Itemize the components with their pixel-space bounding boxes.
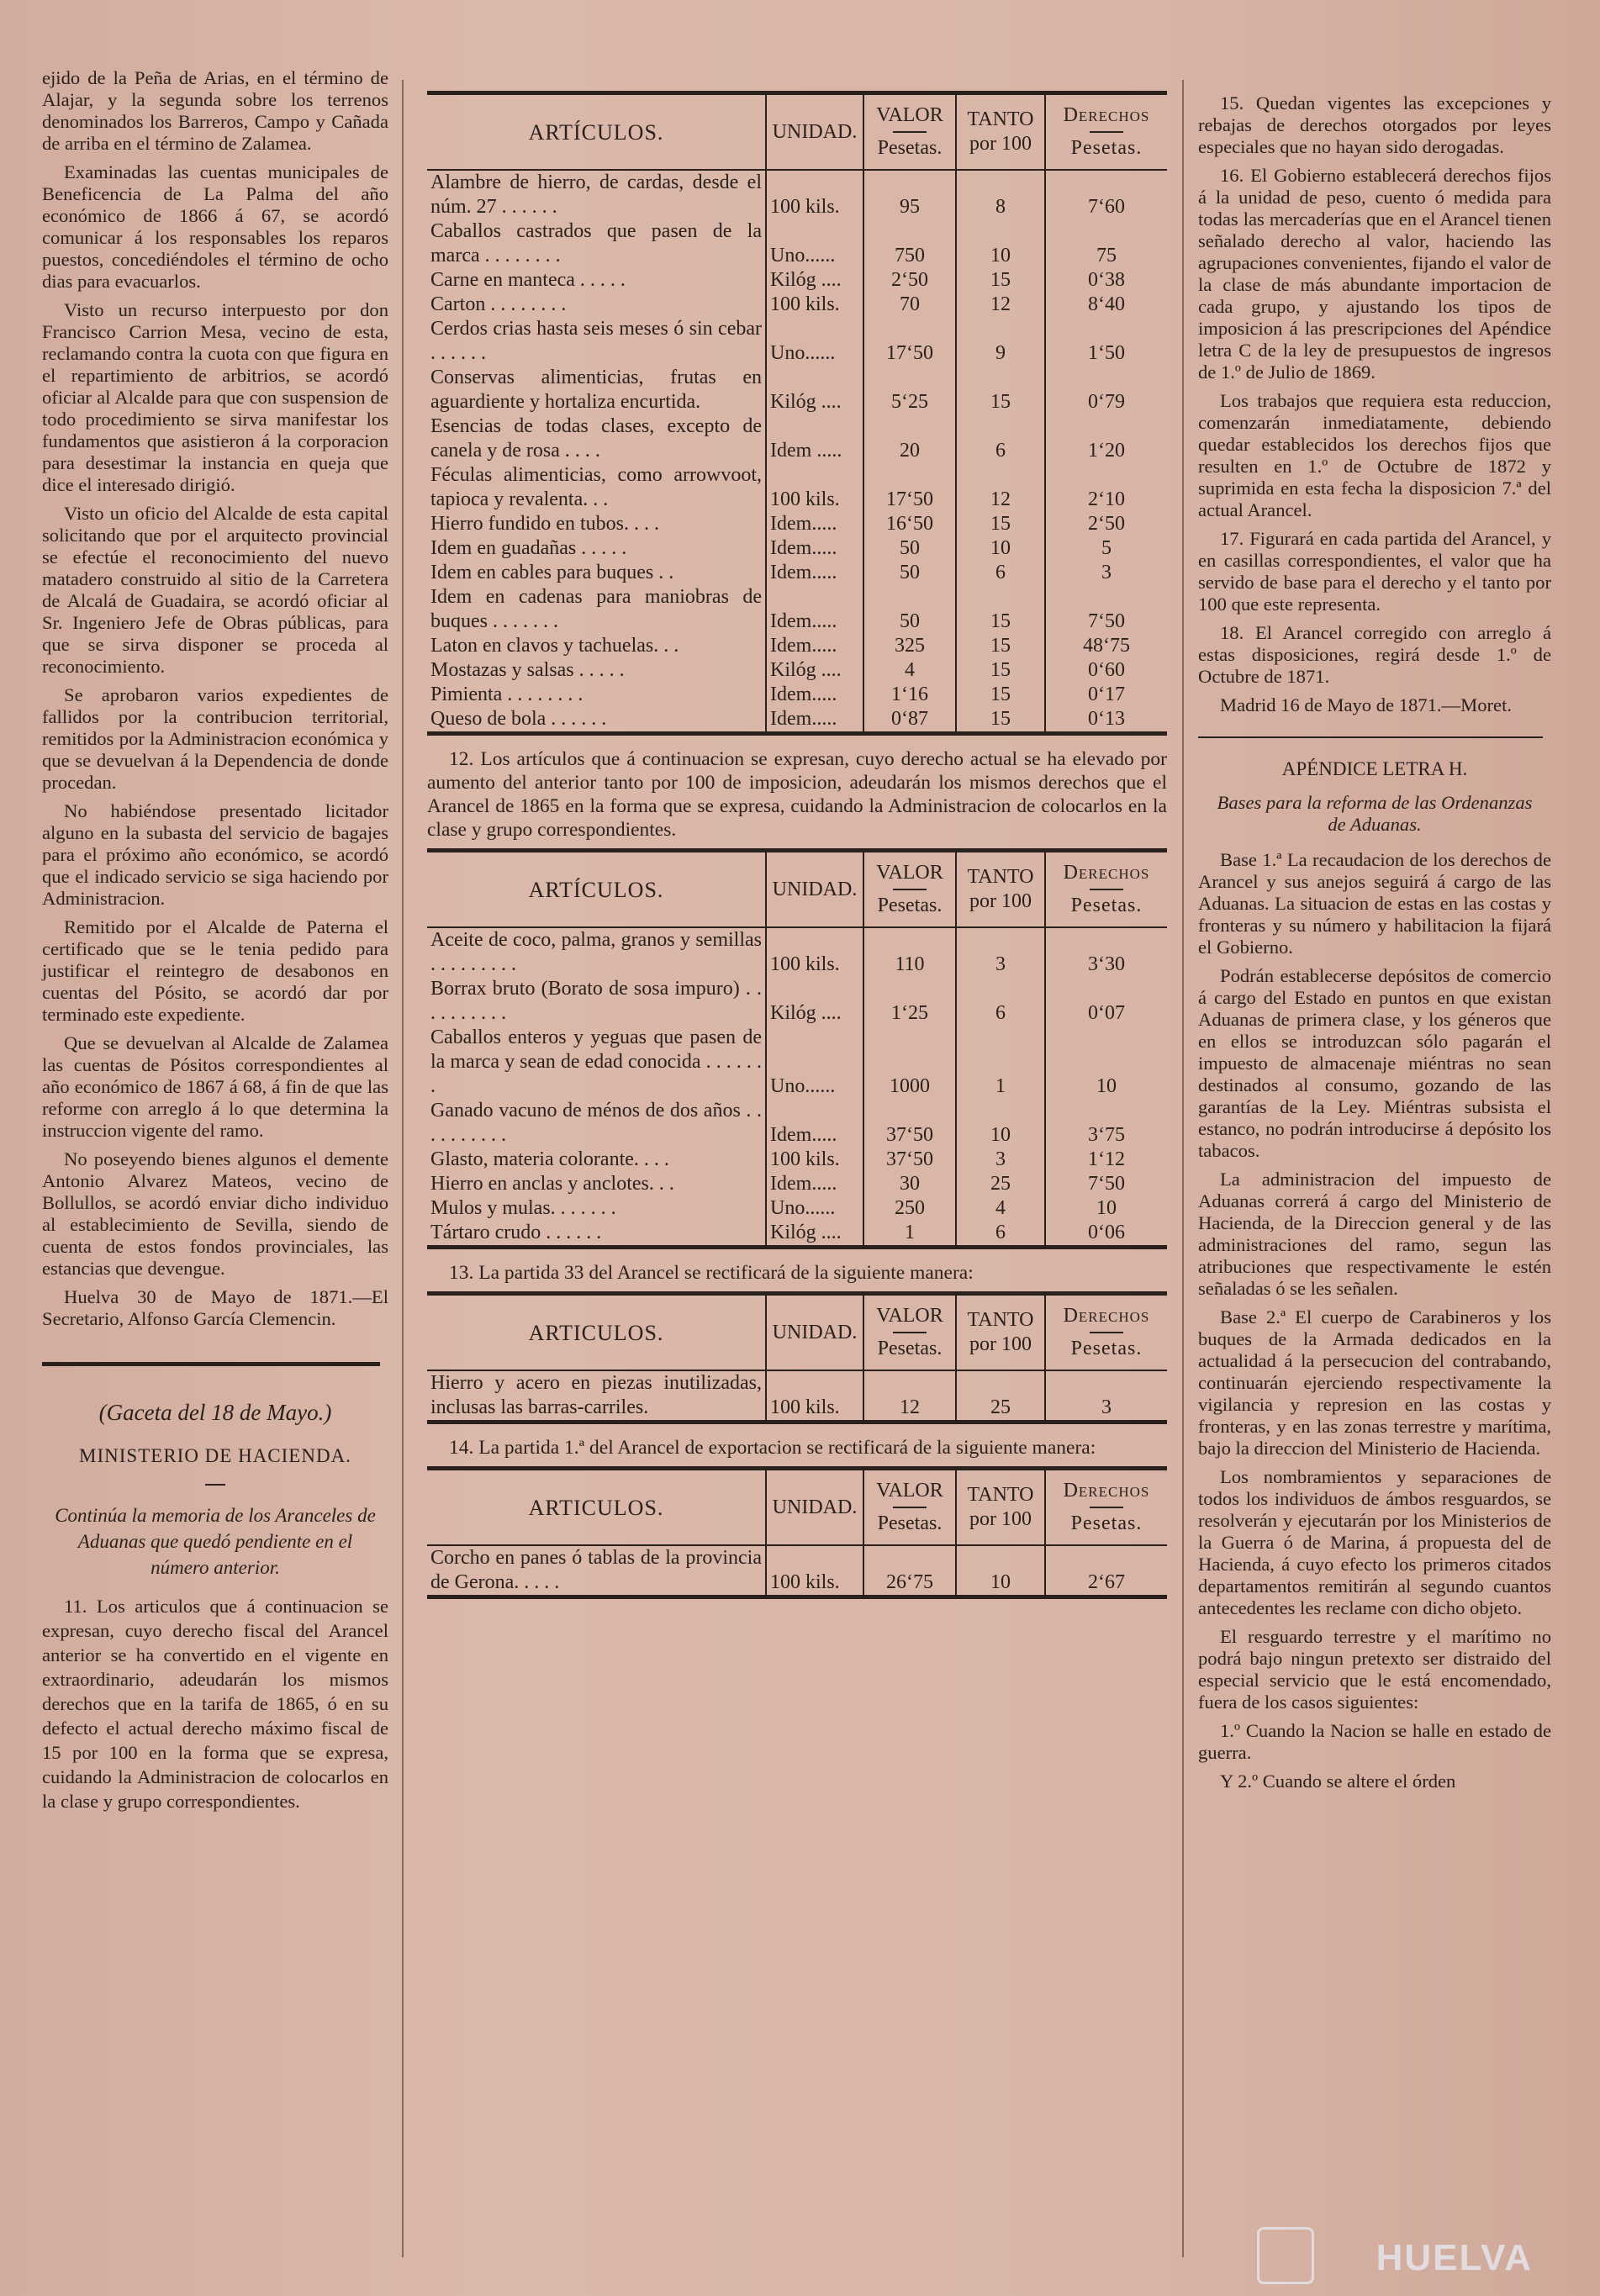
cell-unidad: Idem ..... [766, 414, 863, 463]
cell-tanto: 6 [956, 414, 1045, 463]
cell-articulo: Cerdos crias hasta seis meses ó sin cebar . . . . . . [430, 318, 762, 364]
cell-articulo: Laton en clavos y tachuelas. . . [430, 635, 679, 657]
left-column [42, 67, 388, 1820]
cell-tanto: 10 [956, 1099, 1045, 1148]
cell-tanto: 10 [956, 219, 1045, 268]
paragraph: ejido de la Peña de Arias, en el término de Alajar, y la segunda sobre los terrenos denominados los Barreros, Campo y Cañada de arriba en el término de Zalamea. [42, 67, 388, 154]
cell-articulo: Conservas alimenticias, frutas en aguardiente y hortaliza encurtida. [430, 367, 762, 413]
cell-tanto: 12 [956, 293, 1045, 317]
bases-heading: Bases para la reforma de las Ordenanzas de Aduanas. [1217, 792, 1533, 835]
cell-articulo: Hierro y acero en piezas inutilizadas, inclusas las barras-carriles. [430, 1372, 762, 1418]
cell-derechos: 7‘60 [1045, 170, 1167, 219]
header-valor: VALOR Pesetas. [863, 851, 956, 928]
middle-column [427, 84, 1167, 1611]
table-row [427, 170, 1167, 219]
cell-valor: 50 [863, 561, 956, 585]
header-tanto: TANTO por 100 [956, 1294, 1045, 1371]
cell-tanto: 15 [956, 366, 1045, 414]
table-row [427, 366, 1167, 414]
table-row [427, 977, 1167, 1026]
cell-tanto: 15 [956, 268, 1045, 293]
cell-valor: 37‘50 [863, 1099, 956, 1148]
header-valor: VALOR Pesetas. [863, 1469, 956, 1546]
paragraph: Visto un recurso interpuesto por don Francisco Carrion Mesa, vecino de esta, reclamando contra la cuota con que figura en el repartimiento de arbitrios, se acordó oficiar al Alcalde para que con suspension de todo procedimiento se sirva manifestar los fundamentos que asistieron á la corporacion para desestimar la instancia en queja que dice el interesado dirigió. [42, 299, 388, 495]
cell-derechos: 8‘40 [1045, 293, 1167, 317]
paragraph: 17. Figurará en cada partida del Arancel, y en casillas correspondientes, el valor que ha servido de base para el derecho y el tanto por 100 que este representa. [1198, 528, 1551, 615]
cell-tanto: 15 [956, 658, 1045, 683]
cell-articulo: Pimienta . . . . . . . . [430, 684, 583, 705]
header-tanto: TANTO por 100 [956, 93, 1045, 171]
table-row [427, 1545, 1167, 1597]
cell-tanto: 1 [956, 1026, 1045, 1099]
cell-unidad: Kilóg .... [766, 366, 863, 414]
cell-articulo: Borrax bruto (Borato de sosa impuro) . . . . . . . . . . [430, 978, 762, 1024]
cell-tanto: 10 [956, 1545, 1045, 1597]
table-row [427, 658, 1167, 683]
cell-tanto: 15 [956, 683, 1045, 707]
cell-articulo: Mulos y mulas. . . . . . . [430, 1197, 616, 1219]
column-rule-left [402, 80, 404, 2257]
cell-derechos: 1‘12 [1045, 1148, 1167, 1172]
cell-unidad: 100 kils. [766, 293, 863, 317]
cell-derechos: 7‘50 [1045, 585, 1167, 634]
table-row [427, 414, 1167, 463]
cell-derechos: 1‘20 [1045, 414, 1167, 463]
paragraph: Y 2.º Cuando se altere el órden [1220, 1771, 1456, 1792]
header-derechos: Derechos Pesetas. [1045, 851, 1167, 928]
paragraph: El resguardo terrestre y el marítimo no podrá bajo ningun pretexto ser distraido del especial servicio que le está encomendado, fuera de los casos siguientes: [1198, 1626, 1551, 1713]
cell-tanto: 15 [956, 585, 1045, 634]
cell-derechos: 3‘30 [1045, 927, 1167, 977]
cell-tanto: 3 [956, 1148, 1045, 1172]
paragraph: Que se devuelvan al Alcalde de Zalamea las cuentas de Pósitos correspondientes al año económico de 1867 á 68, á fin de que las reforme con arreglo á lo que determina la instruccion vigente del ramo. [42, 1032, 388, 1141]
cell-unidad: 100 kils. [766, 1370, 863, 1422]
paragraph: 15. Quedan vigentes las excepciones y rebajas de derechos otorgados por leyes especiales que no hayan sido derogadas. [1198, 92, 1551, 157]
cell-tanto: 25 [956, 1370, 1045, 1422]
cell-tanto: 15 [956, 634, 1045, 658]
cell-unidad: Idem..... [766, 1172, 863, 1196]
paragraph: Visto un oficio del Alcalde de esta capital solicitando que por el arquitecto provincial se efectúe el reconocimiento del nuevo matadero construido al sitio de la Carretera de Alcalá de Guadaira, se acordó oficiar al Sr. Ingeniero Jefe de Obras públicas, para que se sirva disponer se proceda al reconocimiento. [42, 503, 388, 677]
cell-derechos: 1‘50 [1045, 317, 1167, 366]
right-column [1198, 92, 1551, 1799]
tariff-table-3 [427, 1291, 1167, 1424]
paragraph: Podrán establecerse depósitos de comercio á cargo del Estado en puntos en que existan Aduanas de primera clase, y los géneros que en ellos se introduzcan sólo pagarán el impuesto de almacenaje miéntras no sean destinados al consumo, gozando de las garantías de la Ley. Miéntras subsista el estanco, no podrán introducirse á depósito los tabacos. [1198, 965, 1551, 1161]
cell-tanto: 9 [956, 317, 1045, 366]
table-row [427, 1221, 1167, 1248]
cell-articulo: Féculas alimenticias, como arrowvoot, tapioca y revalenta. . . [430, 464, 762, 510]
table-row [427, 1026, 1167, 1099]
cell-tanto: 10 [956, 536, 1045, 561]
cell-valor: 30 [863, 1172, 956, 1196]
cell-derechos: 0‘07 [1045, 977, 1167, 1026]
table-row [427, 268, 1167, 293]
table-row [427, 634, 1167, 658]
cell-derechos: 2‘67 [1045, 1545, 1167, 1597]
cell-valor: 0‘87 [863, 707, 956, 734]
cell-articulo: Carne en manteca . . . . . [430, 269, 626, 291]
paragraph: Examinadas las cuentas municipales de Beneficencia de La Palma del año económico de 1866 á 67, se acordó comunicar á los responsables los reparos puestos, concediéndoles el término de ocho dias para evacuarlos. [42, 161, 388, 292]
cell-derechos: 2‘10 [1045, 463, 1167, 512]
tariff-table-2 [427, 848, 1167, 1249]
cell-tanto: 15 [956, 512, 1045, 536]
table-row [427, 707, 1167, 734]
cell-valor: 12 [863, 1370, 956, 1422]
cell-valor: 1‘25 [863, 977, 956, 1026]
table-row [427, 1196, 1167, 1221]
cell-valor: 1000 [863, 1026, 956, 1099]
paragraph: No habiéndose presentado licitador alguno en la subasta del servicio de bagajes para el próximo año económico, se acordó que el indicado servicio se siga haciendo por Administracion. [42, 800, 388, 909]
paragraph: No poseyendo bienes algunos el demente Antonio Alvarez Mateos, vecino de Bollullos, se acordó enviar dicho individuo al establecimiento de Sevilla, siendo de cuenta de estos fondos provinciales, las estancias que devengue. [42, 1148, 388, 1279]
divider [1198, 736, 1543, 738]
cell-articulo: Idem en cadenas para maniobras de buques . . . . . . . [430, 586, 762, 632]
table-row [427, 1370, 1167, 1422]
cell-valor: 37‘50 [863, 1148, 956, 1172]
tariff-table-1 [427, 91, 1167, 736]
signature: Huelva 30 de Mayo de 1871.—El Secretario, Alfonso García Clemencin. [42, 1286, 388, 1329]
header-derechos: Derechos Pesetas. [1045, 93, 1167, 171]
paragraph: Los trabajos que requiera esta reduccion, comenzarán inmediatamente, debiendo quedar establecidos los derechos fijos que resulten en 1.º de Octubre de 1872 y suprimida en esta fecha la disposicion 7.ª del actual Arancel. [1198, 390, 1551, 520]
paragraph: Remitido por el Alcalde de Paterna el certificado que se le tenia pedido para justificar el reintegro de desabonos en cuentas del Pósito, se acordó dar por terminado este expediente. [42, 916, 388, 1025]
cell-articulo: Alambre de hierro, de cardas, desde el núm. 27 . . . . . . [430, 172, 762, 218]
gaceta-heading: (Gaceta del 18 de Mayo.) [98, 1400, 332, 1425]
cell-valor: 26‘75 [863, 1545, 956, 1597]
table-row [427, 512, 1167, 536]
paragraph: 11. Los articulos que á continuacion se expresan, cuyo derecho fiscal del Arancel anterior se ha convertido en el vigente en extraordinario, adeudarán los mismos derechos que en la tarifa de 1865, ó en su defecto el actual derecho máximo fiscal de 15 por 100 en la forma que se expresa, cuidando la Administracion de colocarlos en la clase y grupo correspondientes. [42, 1596, 388, 1812]
cell-unidad: Idem..... [766, 634, 863, 658]
cell-derechos: 2‘50 [1045, 512, 1167, 536]
cell-derechos: 0‘38 [1045, 268, 1167, 293]
cell-articulo: Glasto, materia colorante. . . . [430, 1148, 669, 1170]
header-articulos: ARTICULOS. [427, 1469, 766, 1546]
cell-unidad: 100 kils. [766, 170, 863, 219]
cell-derechos: 3‘75 [1045, 1099, 1167, 1148]
cell-articulo: Aceite de coco, palma, granos y semillas . . . . . . . . . [430, 929, 762, 975]
cell-valor: 4 [863, 658, 956, 683]
paragraph: Se aprobaron varios expedientes de fallidos por la contribucion territorial, remitidos por la Administracion económica y que se devuelvan á la Dependencia de donde procedan. [42, 684, 388, 793]
cell-unidad: Kilóg .... [766, 977, 863, 1026]
cell-unidad: Uno...... [766, 317, 863, 366]
paragraph: La administracion del impuesto de Aduanas correrá á cargo del Ministerio de Hacienda, de la Direccion general y de las administraciones del ramo, segun las atribuciones que respectivamente le estén señaladas ó se les señalen. [1198, 1169, 1551, 1299]
cell-valor: 1 [863, 1221, 956, 1248]
header-unidad: UNIDAD. [766, 93, 863, 171]
header-unidad: UNIDAD. [766, 1294, 863, 1371]
cell-articulo: Ganado vacuno de ménos de dos años . . . . . . . . . . [430, 1100, 762, 1146]
cell-tanto: 6 [956, 1221, 1045, 1248]
apendice-heading: APÉNDICE LETRA H. [1281, 758, 1468, 779]
cell-articulo: Mostazas y salsas . . . . . [430, 659, 625, 681]
cell-unidad: 100 kils. [766, 1545, 863, 1597]
cell-articulo: Caballos enteros y yeguas que pasen de la marca y sean de edad conocida . . . . . . . [430, 1027, 762, 1097]
archive-logo-icon [1257, 2227, 1314, 2284]
cell-derechos: 5 [1045, 536, 1167, 561]
cell-tanto: 12 [956, 463, 1045, 512]
cell-articulo: Idem en guadañas . . . . . [430, 537, 627, 559]
cell-valor: 750 [863, 219, 956, 268]
header-derechos: Derechos Pesetas. [1045, 1469, 1167, 1546]
cell-unidad: Idem..... [766, 707, 863, 734]
cell-unidad: Idem..... [766, 1099, 863, 1148]
cell-derechos: 3 [1045, 561, 1167, 585]
cell-valor: 95 [863, 170, 956, 219]
paragraph: 18. El Arancel corregido con arreglo á estas disposiciones, regirá desde 1.º de Octubre de 1871. [1198, 622, 1551, 687]
cell-unidad: 100 kils. [766, 463, 863, 512]
cell-derechos: 0‘60 [1045, 658, 1167, 683]
ministerio-heading: MINISTERIO DE HACIENDA. [79, 1445, 351, 1466]
table-row [427, 219, 1167, 268]
header-valor: VALOR Pesetas. [863, 1294, 956, 1371]
table-row [427, 927, 1167, 977]
cell-valor: 17‘50 [863, 463, 956, 512]
header-unidad: UNIDAD. [766, 851, 863, 928]
cell-unidad: Kilóg .... [766, 1221, 863, 1248]
table-row [427, 463, 1167, 512]
cell-tanto: 8 [956, 170, 1045, 219]
cell-derechos: 0‘06 [1045, 1221, 1167, 1248]
cell-articulo: Caballos castrados que pasen de la marca . . . . . . . . [430, 220, 762, 267]
paragraph: 1.º Cuando la Nacion se halle en estado de guerra. [1198, 1720, 1551, 1763]
cell-valor: 50 [863, 536, 956, 561]
cell-derechos: 0‘13 [1045, 707, 1167, 734]
cell-articulo: Tártaro crudo . . . . . . [430, 1222, 602, 1243]
cell-articulo: Queso de bola . . . . . . [430, 708, 607, 730]
cell-tanto: 25 [956, 1172, 1045, 1196]
table-row [427, 683, 1167, 707]
table-row [427, 1148, 1167, 1172]
header-tanto: TANTO por 100 [956, 1469, 1045, 1546]
table-row [427, 561, 1167, 585]
short-divider [205, 1484, 225, 1486]
cell-unidad: Idem..... [766, 512, 863, 536]
paragraph: Base 1.ª La recaudacion de los derechos de Arancel y sus anejos seguirá á cargo de las Aduanas. La situacion de estas en las costas y fronteras y su número y habilitacion la fijará el Gobierno. [1198, 849, 1551, 958]
divider [42, 1362, 380, 1366]
cell-tanto: 6 [956, 977, 1045, 1026]
cell-unidad: Idem..... [766, 536, 863, 561]
section-13: 13. La partida 33 del Arancel se rectificará de la siguiente manera: [449, 1262, 974, 1284]
cell-unidad: Idem..... [766, 683, 863, 707]
cell-unidad: 100 kils. [766, 1148, 863, 1172]
cell-articulo: Hierro en anclas y anclotes. . . [430, 1173, 674, 1195]
header-valor: VALOR Pesetas. [863, 93, 956, 171]
cell-derechos: 7‘50 [1045, 1172, 1167, 1196]
cell-articulo: Carton . . . . . . . . [430, 293, 567, 315]
paragraph: 16. El Gobierno establecerá derechos fijos á la unidad de peso, cuento ó medida para todas las mercaderías que en el Arancel tienen señalado derecho al valor, haciendo las agrupaciones convenientes, fijando el valor de la clase de más abundante importacion de cada grupo, y ajustando los tipos de imposicion á las prescripciones del Apéndice letra C de la ley de presupuestos de ingresos de 1.º de Julio de 1869. [1198, 165, 1551, 383]
table-row [427, 1172, 1167, 1196]
cell-articulo: Idem en cables para buques . . [430, 562, 674, 583]
cell-valor: 70 [863, 293, 956, 317]
cell-unidad: Kilóg .... [766, 658, 863, 683]
continua-heading: Continúa la memoria de los Aranceles de Aduanas que quedó pendiente en el número anterior. [55, 1505, 376, 1578]
cell-valor: 50 [863, 585, 956, 634]
cell-unidad: Uno...... [766, 1026, 863, 1099]
cell-valor: 17‘50 [863, 317, 956, 366]
cell-valor: 325 [863, 634, 956, 658]
cell-articulo: Corcho en panes ó tablas de la provincia de Gerona. . . . . [430, 1547, 762, 1593]
table-row [427, 317, 1167, 366]
cell-unidad: Idem..... [766, 585, 863, 634]
paragraph: Base 2.ª El cuerpo de Carabineros y los buques de la Armada dedicados en la actualidad á la persecucion del contrabando, continuarán ejerciendo respectivamente la vigilancia y represion en las costas y fronteras, y en las zonas terrestre y marítima, bajo la direccion del Ministerio de Hacienda. [1198, 1306, 1551, 1459]
header-derechos: Derechos Pesetas. [1045, 1294, 1167, 1371]
cell-derechos: 10 [1045, 1196, 1167, 1221]
cell-unidad: 100 kils. [766, 927, 863, 977]
cell-valor: 16‘50 [863, 512, 956, 536]
cell-valor: 250 [863, 1196, 956, 1221]
cell-derechos: 3 [1045, 1370, 1167, 1422]
header-articulos: ARTÍCULOS. [427, 851, 766, 928]
cell-unidad: Uno...... [766, 219, 863, 268]
table-row [427, 536, 1167, 561]
column-rule-right [1182, 80, 1184, 2257]
cell-tanto: 4 [956, 1196, 1045, 1221]
header-articulos: ARTÍCULOS. [427, 93, 766, 171]
cell-unidad: Idem..... [766, 561, 863, 585]
signature: Madrid 16 de Mayo de 1871.—Moret. [1220, 694, 1513, 715]
cell-articulo: Esencias de todas clases, excepto de canela y de rosa . . . . [430, 415, 762, 462]
section-14: 14. La partida 1.ª del Arancel de exportacion se rectificará de la siguiente manera: [449, 1437, 1096, 1459]
paragraph: Los nombramientos y separaciones de todos los individuos de ámbos resguardos, se resolverán y ejecutarán por los Ministerios de la Guerra ó de Marina, á propuesta del de Hacienda, á cuyo efecto los primeros citados departamentos remitirán al segundo cuantos antecedentes les reclame con dicho objeto. [1198, 1466, 1551, 1618]
section-12: 12. Los artículos que á continuacion se expresan, cuyo derecho actual se ha elevado por aumento del anterior tanto por 100 de imposicion, adeudarán los mismos derechos que el Arancel de 1865 en la forma que se expresa, cuidando la Administracion de colocarlos en la clase y grupo correspondientes. [427, 748, 1167, 841]
header-articulos: ARTICULOS. [427, 1294, 766, 1371]
cell-derechos: 10 [1045, 1026, 1167, 1099]
cell-unidad: Uno...... [766, 1196, 863, 1221]
cell-valor: 1‘16 [863, 683, 956, 707]
table-row [427, 1099, 1167, 1148]
table-row [427, 585, 1167, 634]
cell-valor: 5‘25 [863, 366, 956, 414]
cell-derechos: 0‘17 [1045, 683, 1167, 707]
cell-valor: 110 [863, 927, 956, 977]
tariff-table-4 [427, 1466, 1167, 1599]
cell-tanto: 3 [956, 927, 1045, 977]
cell-unidad: Kilóg .... [766, 268, 863, 293]
cell-valor: 20 [863, 414, 956, 463]
cell-articulo: Hierro fundido en tubos. . . . [430, 513, 659, 535]
header-unidad: UNIDAD. [766, 1469, 863, 1546]
archive-watermark: HUELVA [1376, 2237, 1533, 2278]
header-tanto: TANTO por 100 [956, 851, 1045, 928]
cell-derechos: 75 [1045, 219, 1167, 268]
cell-derechos: 0‘79 [1045, 366, 1167, 414]
cell-derechos: 48‘75 [1045, 634, 1167, 658]
cell-tanto: 6 [956, 561, 1045, 585]
table-row [427, 293, 1167, 317]
cell-valor: 2‘50 [863, 268, 956, 293]
cell-tanto: 15 [956, 707, 1045, 734]
